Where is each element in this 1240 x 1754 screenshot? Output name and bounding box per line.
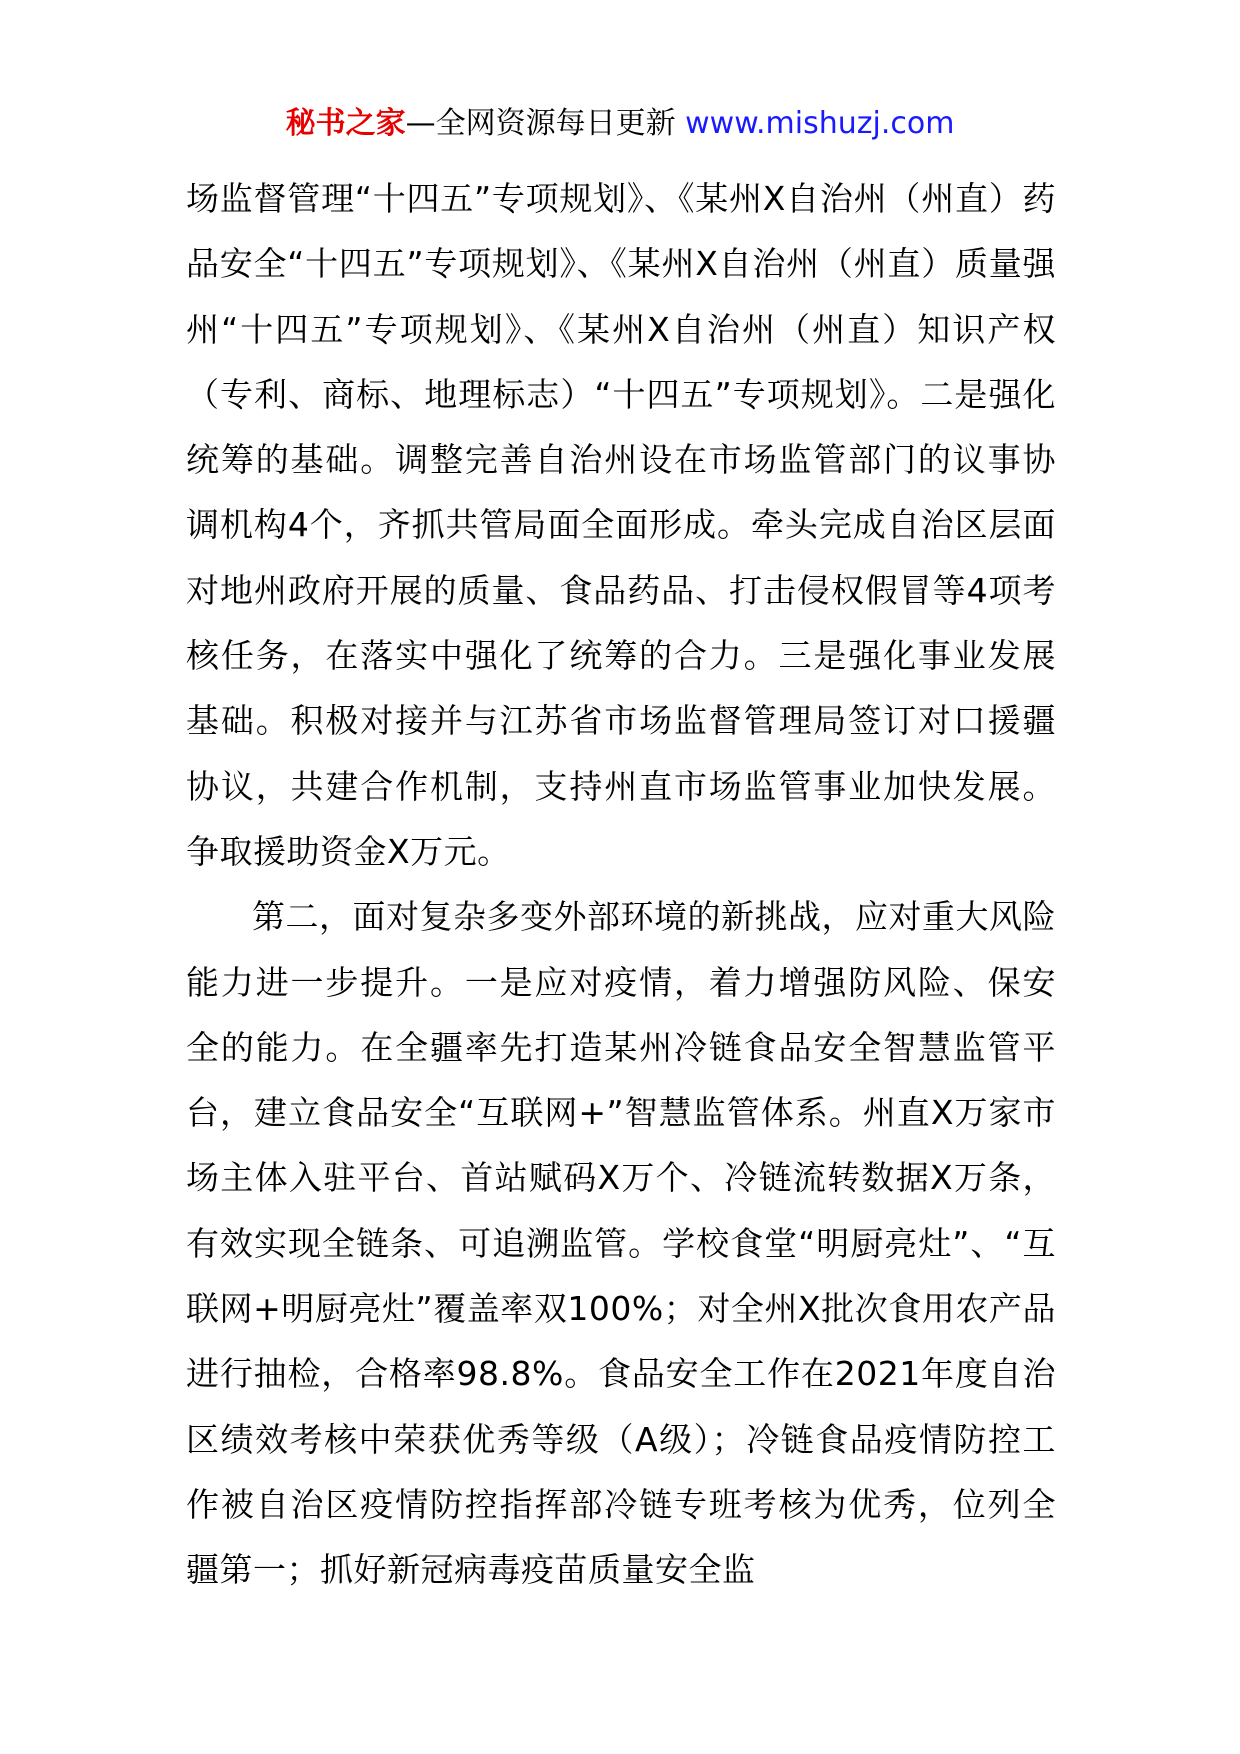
site-tagline: —全网资源每日更新: [405, 106, 676, 141]
site-brand: 秘书之家: [285, 106, 406, 141]
document-body: [186, 166, 1056, 1603]
body-paragraph: 第二，面对复杂多变外部环境的新挑战，应对重大风险能力进一步提升。一是应对疫情，着力增强防风险、保安全的能力。在全疆率先打造某州冷链食品安全智慧监管平台，建立食品安全“互联网+”智慧监管体系。州直X万家市场主体入驻平台、首站赋码X万个、冷链流转数据X万条，有效实现全链条、可追溯监管。学校食堂“明厨亮灶”、“互联网+明厨亮灶”覆盖率双100%；对全州X批次食用农产品进行抽检，合格率98.8%。食品安全工作在2021年度自治区绩效考核中荣获优秀等级（A级）；冷链食品疫情防控工作被自治区疫情防控指挥部冷链专班考核为优秀，位列全疆第一；抓好新冠病毒疫苗质量安全监: [186, 897, 1056, 1590]
page-header: [0, 100, 1240, 148]
site-url-link[interactable]: www.mishuzj.com: [685, 106, 955, 141]
body-paragraph: 场监督管理“十四五”专项规划》、《某州X自治州（州直）药品安全“十四五”专项规划》、《某州X自治州（州直）质量强州“十四五”专项规划》、《某州X自治州（州直）知识产权（专利、商标、地理标志）“十四五”专项规划》。二是强化统筹的基础。调整完善自治州设在市场监管部门的议事协调机构4个，齐抓共管局面全面形成。牵头完成自治区层面对地州政府开展的质量、食品药品、打击侵权假冒等4项考核任务，在落实中强化了统筹的合力。三是强化事业发展基础。积极对接并与江苏省市场监督管理局签订对口援疆协议，共建合作机制，支持州直市场监管事业加快发展。争取援助资金X万元。: [186, 179, 1056, 871]
